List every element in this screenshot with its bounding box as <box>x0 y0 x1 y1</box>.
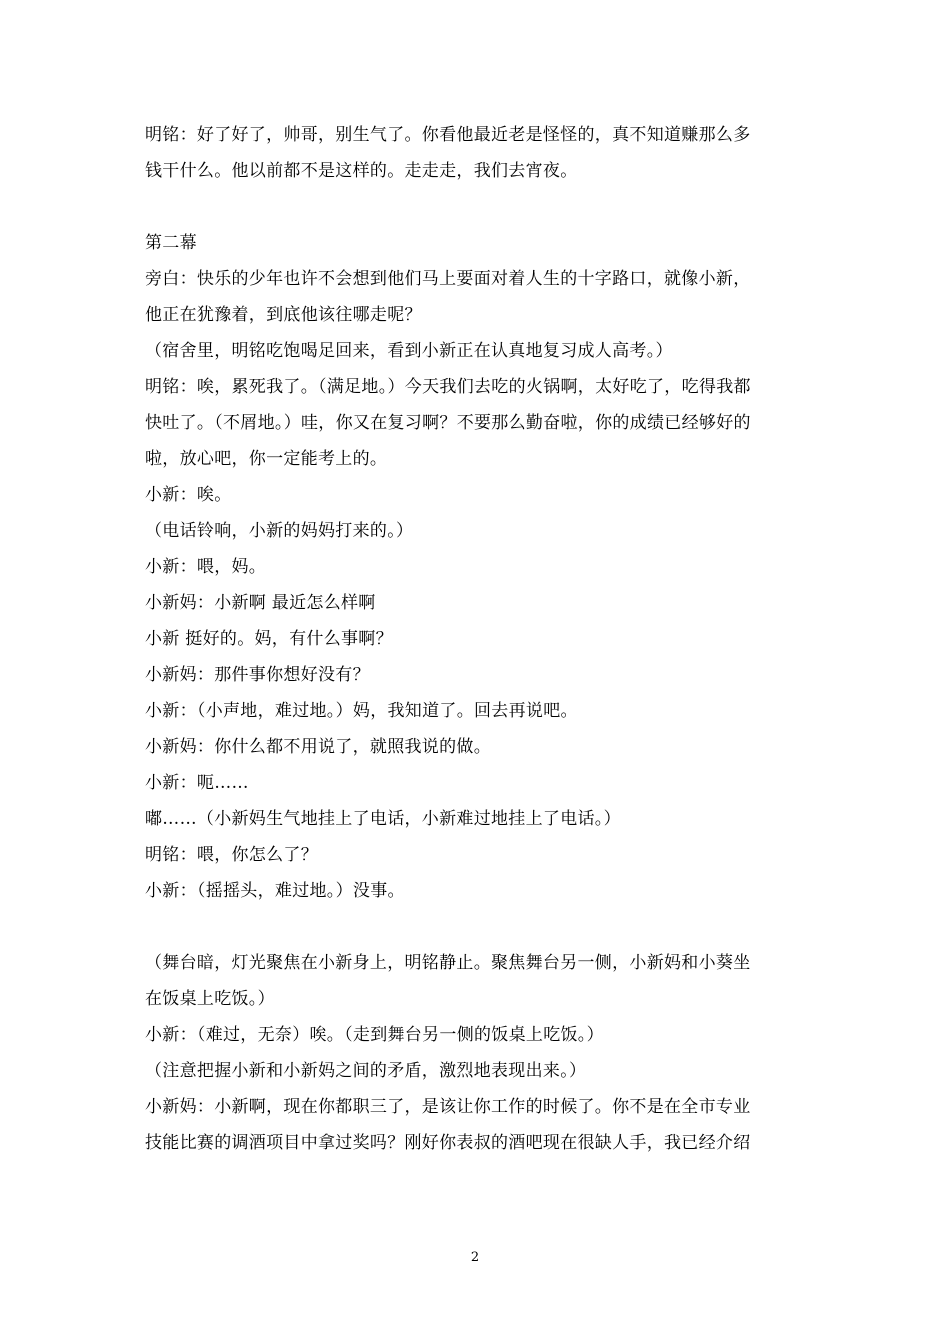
paragraph-block-1 <box>145 117 810 189</box>
text-line: （注意把握小新和小新妈之间的矛盾，激烈地表现出来。） <box>145 1061 587 1081</box>
text-line: 小新妈：那件事你想好没有？ <box>145 665 370 685</box>
text-line: 在饭桌上吃饭。） <box>145 989 275 1009</box>
text-line: 小新：呃…… <box>145 773 249 793</box>
blank-line <box>145 189 810 225</box>
text-line: 他正在犹豫着，到底他该往哪走呢？ <box>145 305 422 325</box>
text-line: 小新妈：小新啊，现在你都职三了，是该让你工作的时候了。你不是在全市专业 <box>145 1097 751 1117</box>
text-line: 小新：（摇摇头，难过地。）没事。 <box>145 881 405 901</box>
text-line: （舞台暗，灯光聚焦在小新身上，明铭静止。聚焦舞台另一侧，小新妈和小葵坐 <box>145 953 751 973</box>
text-line: 技能比赛的调酒项目中拿过奖吗？刚好你表叔的酒吧现在很缺人手，我已经介绍 <box>145 1133 751 1153</box>
script-body <box>145 117 810 1161</box>
text-line: 小新 挺好的。妈，有什么事啊？ <box>145 629 393 649</box>
text-line: 明铭：喂，你怎么了？ <box>145 845 318 865</box>
text-line: 小新妈：小新啊 最近怎么样啊 <box>145 593 376 613</box>
text-line: 小新：（小声地，难过地。）妈，我知道了。回去再说吧。 <box>145 701 578 721</box>
text-line: 钱干什么。他以前都不是这样的。走走走，我们去宵夜。 <box>145 161 578 181</box>
blank-line <box>145 909 810 945</box>
paragraph-block-2 <box>145 225 810 909</box>
act-heading: 第二幕 <box>145 233 197 253</box>
text-line: （宿舍里，明铭吃饱喝足回来，看到小新正在认真地复习成人高考。） <box>145 341 673 361</box>
text-line: 小新：喂，妈。 <box>145 557 267 577</box>
text-line: 明铭：唉，累死我了。（满足地。）今天我们去吃的火锅啊，太好吃了，吃得我都 <box>145 377 751 397</box>
paragraph-block-3 <box>145 945 810 1161</box>
text-line: （电话铃响，小新的妈妈打来的。） <box>145 521 414 541</box>
text-line: 嘟……（小新妈生气地挂上了电话，小新难过地挂上了电话。） <box>145 809 621 829</box>
text-line: 啦，放心吧，你一定能考上的。 <box>145 449 388 469</box>
text-line: 小新妈：你什么都不用说了，就照我说的做。 <box>145 737 491 757</box>
text-line: 明铭：好了好了，帅哥，别生气了。你看他最近老是怪怪的，真不知道赚那么多 <box>145 125 751 145</box>
text-line: 小新：（难过，无奈）唉。（走到舞台另一侧的饭桌上吃饭。） <box>145 1025 604 1045</box>
text-line: 旁白：快乐的少年也许不会想到他们马上要面对着人生的十字路口，就像小新， <box>145 269 751 289</box>
text-line: 小新：唉。 <box>145 485 232 505</box>
text-line: 快吐了。（不屑地。）哇，你又在复习啊？不要那么勤奋啦，你的成绩已经够好的 <box>145 413 751 433</box>
page-number: 2 <box>470 1250 480 1265</box>
